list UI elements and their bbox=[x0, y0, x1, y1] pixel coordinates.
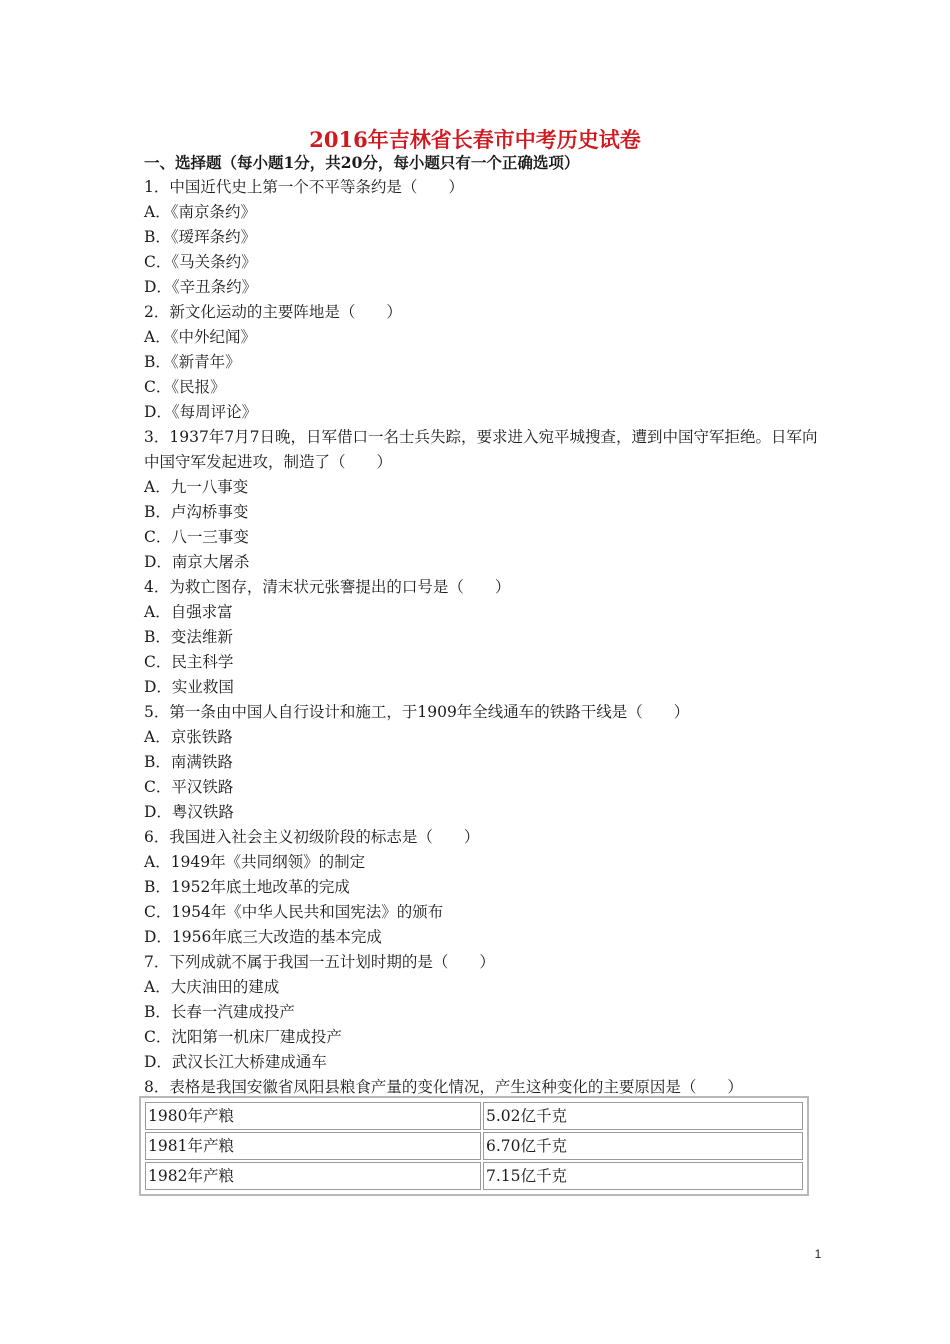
option-b: B．南满铁路 bbox=[144, 753, 233, 771]
question-block bbox=[144, 825, 824, 950]
option-a: A．自强求富 bbox=[144, 603, 233, 621]
question-block bbox=[144, 425, 824, 575]
question-text: 7．下列成就不属于我国一五计划时期的是（ ） bbox=[144, 953, 495, 971]
table-row bbox=[145, 1132, 803, 1160]
table-cell-year: 1982年产粮 bbox=[145, 1162, 481, 1190]
option-c: C．沈阳第一机床厂建成投产 bbox=[144, 1028, 342, 1046]
question-text: 6．我国进入社会主义初级阶段的标志是（ ） bbox=[144, 828, 480, 846]
question-block bbox=[144, 575, 824, 700]
option-a: A．京张铁路 bbox=[144, 728, 233, 746]
option-d: D．武汉长江大桥建成通车 bbox=[144, 1053, 327, 1071]
option-d: D．1956年底三大改造的基本完成 bbox=[144, 928, 382, 946]
question-list bbox=[144, 150, 824, 1100]
option-b: B．《新青年》 bbox=[144, 353, 241, 371]
question-text: 2．新文化运动的主要阵地是（ ） bbox=[144, 303, 402, 321]
option-c: C．1954年《中华人民共和国宪法》的颁布 bbox=[144, 903, 444, 921]
page-number: 1 bbox=[814, 1247, 822, 1261]
table-cell-year: 1981年产粮 bbox=[145, 1132, 481, 1160]
table-row bbox=[145, 1102, 803, 1130]
option-a: A．九一八事变 bbox=[144, 478, 249, 496]
option-d: D．粤汉铁路 bbox=[144, 803, 234, 821]
question-text: 1．中国近代史上第一个不平等条约是（ ） bbox=[144, 178, 464, 196]
option-d: D．实业救国 bbox=[144, 678, 234, 696]
option-c: C．《马关条约》 bbox=[144, 253, 257, 271]
table-cell-amount: 5.02亿千克 bbox=[483, 1102, 803, 1130]
option-c: C．平汉铁路 bbox=[144, 778, 234, 796]
grain-output-table bbox=[139, 1096, 809, 1196]
option-d: D．《每周评论》 bbox=[144, 403, 258, 421]
table bbox=[143, 1100, 805, 1192]
option-c: C．八一三事变 bbox=[144, 528, 249, 546]
question-block bbox=[144, 300, 824, 425]
question-text: 3．1937年7月7日晚，日军借口一名士兵失踪，要求进入宛平城搜查，遭到中国守军拒绝。日军向中国守军发起进攻，制造了（ ） bbox=[144, 428, 818, 471]
table-cell-amount: 7.15亿千克 bbox=[483, 1162, 803, 1190]
option-a: A．《中外纪闻》 bbox=[144, 328, 256, 346]
option-a: A．大庆油田的建成 bbox=[144, 978, 280, 996]
option-b: B．《瑷珲条约》 bbox=[144, 228, 257, 246]
table-cell-year: 1980年产粮 bbox=[145, 1102, 481, 1130]
exam-title: 2016年吉林省长春市中考历史试卷 bbox=[309, 127, 641, 152]
option-a: A．《南京条约》 bbox=[144, 203, 256, 221]
question-text: 8．表格是我国安徽省凤阳县粮食产量的变化情况，产生这种变化的主要原因是（ ） bbox=[144, 1078, 743, 1096]
option-b: B．1952年底土地改革的完成 bbox=[144, 878, 350, 896]
table-cell-amount: 6.70亿千克 bbox=[483, 1132, 803, 1160]
option-b: B．变法维新 bbox=[144, 628, 233, 646]
question-block bbox=[144, 950, 824, 1075]
question-text: 4．为救亡图存，清末状元张謇提出的口号是（ ） bbox=[144, 578, 511, 596]
option-c: C．《民报》 bbox=[144, 378, 226, 396]
question-text: 5．第一条由中国人自行设计和施工，于1909年全线通车的铁路干线是（ ） bbox=[144, 703, 690, 721]
option-a: A．1949年《共同纲领》的制定 bbox=[144, 853, 366, 871]
question-block bbox=[144, 175, 824, 300]
option-b: B．长春一汽建成投产 bbox=[144, 1003, 295, 1021]
table-row bbox=[145, 1162, 803, 1190]
option-d: D．《辛丑条约》 bbox=[144, 278, 258, 296]
option-c: C．民主科学 bbox=[144, 653, 234, 671]
section-heading: 一、选择题（每小题1分，共20分，每小题只有一个正确选项） bbox=[144, 153, 580, 172]
option-d: D．南京大屠杀 bbox=[144, 553, 250, 571]
question-block bbox=[144, 700, 824, 825]
option-b: B．卢沟桥事变 bbox=[144, 503, 249, 521]
